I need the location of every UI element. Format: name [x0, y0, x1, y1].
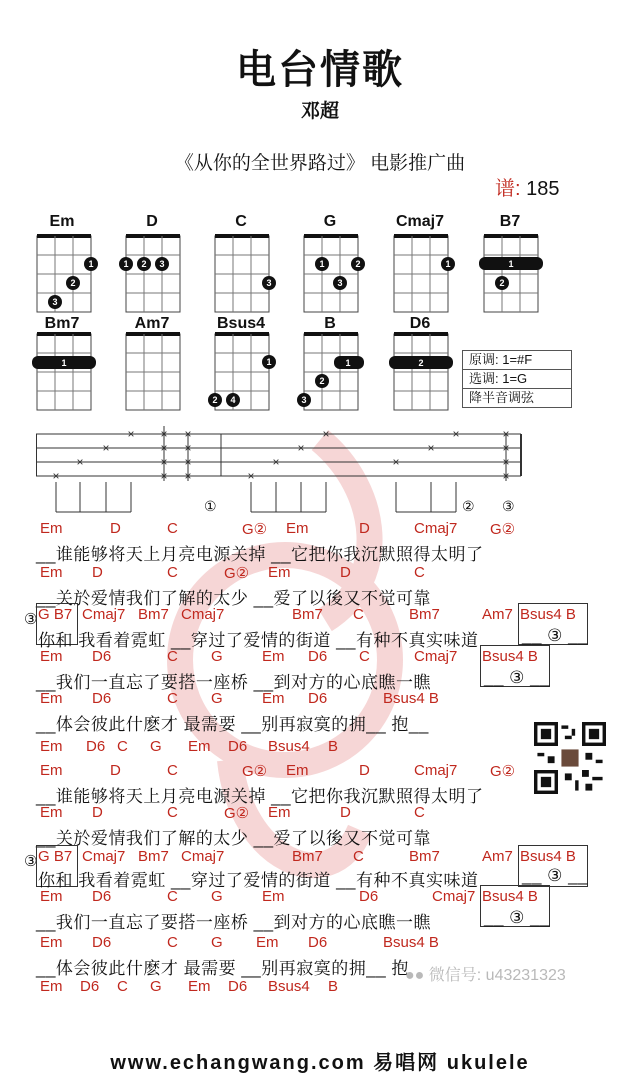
chord: C	[359, 648, 370, 665]
chord: Bsus4 B	[383, 934, 439, 951]
lyric-line: __我们一直忘了要搭一座桥 __到对方的心底瞧一瞧	[36, 673, 432, 692]
chord: Bm7	[138, 848, 169, 865]
tab-mark-2: ②	[462, 498, 475, 514]
chord: Em	[40, 564, 63, 581]
chord-label-cmaj7: Cmaj7	[395, 213, 445, 230]
svg-text:1: 1	[445, 259, 451, 269]
chord-label-b7: B7	[499, 213, 521, 230]
selected-key: 选调: 1=G	[463, 370, 571, 389]
chord: G②	[224, 565, 250, 582]
chord: C	[414, 804, 425, 821]
chord: D6	[308, 648, 328, 665]
svg-text:×: ×	[160, 441, 168, 455]
svg-text:×: ×	[76, 455, 84, 469]
chord: D6	[92, 648, 112, 665]
chord: G	[150, 738, 162, 755]
score-number	[495, 172, 560, 201]
lyric-line: __我们一直忘了要搭一座桥 __到对方的心底瞧一瞧	[36, 913, 432, 932]
chord: D	[92, 564, 103, 581]
chord: Cmaj7	[414, 520, 458, 537]
svg-text:×: ×	[322, 427, 330, 441]
chord: G B7	[38, 606, 73, 623]
chord: Em	[188, 738, 211, 755]
svg-text:×: ×	[184, 469, 192, 483]
chord: D	[340, 564, 351, 581]
svg-text:4: 4	[230, 395, 236, 405]
chord: D	[340, 804, 351, 821]
chord: Bm7	[409, 606, 440, 623]
chord: Cmaj7	[414, 648, 458, 665]
chord: Cmaj7	[82, 606, 126, 623]
chord: Bm7	[138, 606, 169, 623]
chord: D	[92, 804, 103, 821]
chord: D6	[308, 690, 328, 707]
chord: Bsus4 B	[520, 848, 576, 865]
svg-text:3: 3	[159, 259, 165, 269]
footer-site: www.echangwang.com 易唱网 ukulele	[110, 1052, 530, 1074]
chord: Em	[268, 564, 291, 581]
chord: C	[167, 520, 178, 537]
chord: G②	[242, 763, 268, 780]
lyric-line: __关於爱情我们了解的太少 __爱了以後又不觉可靠	[36, 829, 432, 848]
chord: G②	[224, 805, 250, 822]
svg-text:3: 3	[266, 278, 272, 288]
tab-mark-1: ①	[204, 498, 217, 514]
svg-text:3: 3	[301, 395, 307, 405]
chord: C	[117, 738, 128, 755]
chord: G②	[490, 521, 516, 538]
svg-text:×: ×	[52, 469, 60, 483]
chord: Bsus4	[268, 978, 310, 995]
chord: D6	[80, 978, 100, 995]
svg-text:×: ×	[502, 441, 510, 455]
chord: B	[328, 738, 339, 755]
lyric-rest: __ ③ __	[484, 668, 551, 687]
svg-text:1: 1	[266, 357, 272, 367]
wechat-id-watermark	[405, 962, 566, 985]
chord-diagrams-row1	[0, 230, 640, 320]
chord: D	[359, 762, 370, 779]
chord: Bm7	[292, 606, 323, 623]
chord: Em	[40, 888, 63, 905]
svg-text:1: 1	[508, 259, 514, 269]
chord: Bsus4 B	[383, 690, 439, 707]
chord: Bm7	[292, 848, 323, 865]
chord: Em	[40, 520, 63, 537]
chord: Em	[268, 804, 291, 821]
chord: Em	[40, 738, 63, 755]
chord-label-b: B	[324, 315, 336, 332]
svg-text:2: 2	[212, 395, 218, 405]
chord: G	[211, 690, 223, 707]
chord: Cmaj7	[82, 848, 126, 865]
svg-text:×: ×	[247, 469, 255, 483]
chord: Em	[256, 934, 279, 951]
lyric-rest: __ ③ __	[484, 908, 551, 927]
score-value: 185	[526, 178, 560, 200]
chord-label-am7: Am7	[134, 315, 170, 332]
svg-text:3: 3	[52, 297, 58, 307]
chord: Bsus4 B	[482, 888, 538, 905]
chord: D6	[228, 978, 248, 995]
chord: C	[353, 848, 364, 865]
svg-text:2: 2	[499, 278, 505, 288]
qr-code	[534, 722, 606, 794]
svg-text:1: 1	[61, 358, 67, 368]
chord: G②	[490, 763, 516, 780]
svg-text:1: 1	[88, 259, 94, 269]
svg-text:×: ×	[184, 441, 192, 455]
chord: Bsus4 B	[520, 606, 576, 623]
chord: Cmaj7	[181, 848, 225, 865]
original-key: 原调: 1=#F	[463, 351, 571, 370]
svg-text:×: ×	[160, 469, 168, 483]
svg-text:×: ×	[502, 455, 510, 469]
svg-text:×: ×	[160, 427, 168, 441]
score-label: 谱:	[495, 178, 521, 200]
strumming-tab	[36, 426, 536, 516]
chord: Bm7	[409, 848, 440, 865]
chord: Am7	[482, 606, 513, 623]
chord-label-em: Em	[49, 213, 75, 230]
lyric-line: __体会彼此什麽才 最需要 __别再寂寞的拥__ 抱	[36, 959, 409, 978]
chord: D6	[308, 934, 328, 951]
svg-text:×: ×	[452, 427, 460, 441]
chord: D6	[92, 888, 112, 905]
chord: Em	[262, 690, 285, 707]
svg-text:×: ×	[184, 455, 192, 469]
svg-text:×: ×	[427, 441, 435, 455]
svg-text:3: 3	[337, 278, 343, 288]
chord: Em	[40, 804, 63, 821]
chord: D	[110, 520, 121, 537]
chord: G	[211, 648, 223, 665]
chord-label-bsus4: Bsus4	[216, 315, 266, 332]
movie-subtitle: 《从你的全世界路过》 电影推广曲	[174, 153, 466, 174]
chord: G	[150, 978, 162, 995]
chord: Em	[40, 934, 63, 951]
svg-text:×: ×	[502, 469, 510, 483]
svg-text:2: 2	[141, 259, 147, 269]
chord: C	[117, 978, 128, 995]
tuning-note: 降半音调弦	[469, 390, 535, 405]
chord: C	[167, 690, 178, 707]
chord: Em	[40, 648, 63, 665]
chord: Em	[40, 690, 63, 707]
chord: Em	[286, 762, 309, 779]
svg-text:×: ×	[392, 455, 400, 469]
chord: Bsus4 B	[482, 648, 538, 665]
svg-text:1: 1	[123, 259, 129, 269]
chord: C	[414, 564, 425, 581]
lyric-rest: __ ③ __	[522, 866, 589, 885]
svg-text:2: 2	[70, 278, 76, 288]
chord: Em	[262, 648, 285, 665]
chord: C	[167, 762, 178, 779]
svg-text:2: 2	[355, 259, 361, 269]
lyric-line: __谁能够将天上月亮电源关掉 __它把你我沉默照得太明了	[36, 787, 484, 806]
chord: Em	[262, 888, 285, 905]
lyric-rest: __ ③ __	[522, 626, 589, 645]
chord: Cmaj7	[414, 762, 458, 779]
chord: C	[353, 606, 364, 623]
section-mark: ③	[24, 611, 38, 628]
svg-text:1: 1	[345, 358, 351, 368]
svg-text:×: ×	[160, 455, 168, 469]
lyric-line: __谁能够将天上月亮电源关掉 __它把你我沉默照得太明了	[36, 545, 484, 564]
chord: D	[359, 520, 370, 537]
svg-text:×: ×	[102, 441, 110, 455]
svg-text:×: ×	[184, 427, 192, 441]
lyric-line: 你和 我看着霓虹 __穿过了爱情的街道 __有种不真实味道	[38, 631, 479, 650]
svg-text:×: ×	[502, 427, 510, 441]
chord: Em	[286, 520, 309, 537]
chord-label-bm7: Bm7	[44, 315, 80, 332]
chord: Bsus4	[268, 738, 310, 755]
chord: C	[167, 804, 178, 821]
chord-label-c: C	[235, 213, 247, 230]
artist-name: 邓超	[300, 101, 339, 122]
svg-text:1: 1	[319, 259, 325, 269]
svg-text:×: ×	[127, 427, 135, 441]
chord: D6	[228, 738, 248, 755]
chord: Am7	[482, 848, 513, 865]
chord: Cmaj7	[181, 606, 225, 623]
chord-label-d: D	[146, 213, 158, 230]
lyric-line: 你和 我看着霓虹 __穿过了爱情的街道 __有种不真实味道	[38, 871, 479, 890]
chord: D6	[92, 690, 112, 707]
chord: B	[328, 978, 339, 995]
svg-text:×: ×	[297, 441, 305, 455]
chord: D6	[86, 738, 106, 755]
chord: D6	[359, 888, 379, 905]
chord: C	[167, 564, 178, 581]
chord: D6	[92, 934, 112, 951]
chord: D	[110, 762, 121, 779]
tab-mark-3: ③	[502, 498, 515, 514]
chord: C	[167, 934, 178, 951]
chord: Em	[40, 978, 63, 995]
chord-diagrams-row2	[0, 330, 460, 420]
section-mark: ③	[24, 853, 38, 870]
chord-label-d6: D6	[409, 315, 431, 332]
song-title: 电台情歌	[236, 48, 404, 92]
chord: C	[167, 888, 178, 905]
lyric-line: __关於爱情我们了解的太少 __爱了以後又不觉可靠	[36, 589, 432, 608]
chord: Em	[188, 978, 211, 995]
chord: G	[211, 888, 223, 905]
wechat-icon: ●●	[405, 967, 425, 984]
chord: G	[211, 934, 223, 951]
svg-text:2: 2	[319, 376, 325, 386]
svg-text:×: ×	[272, 455, 280, 469]
lyric-line: __体会彼此什麽才 最需要 __别再寂寞的拥__ 抱__	[36, 715, 429, 734]
chord-label-g: G	[323, 213, 337, 230]
svg-text:2: 2	[418, 358, 424, 368]
key-info-box	[462, 350, 572, 408]
chord: C	[167, 648, 178, 665]
chord: G②	[242, 521, 268, 538]
wechat-id-text: 微信号: u43231323	[428, 967, 566, 984]
chord: G B7	[38, 848, 73, 865]
chord: Cmaj7	[432, 888, 476, 905]
chord: Em	[40, 762, 63, 779]
